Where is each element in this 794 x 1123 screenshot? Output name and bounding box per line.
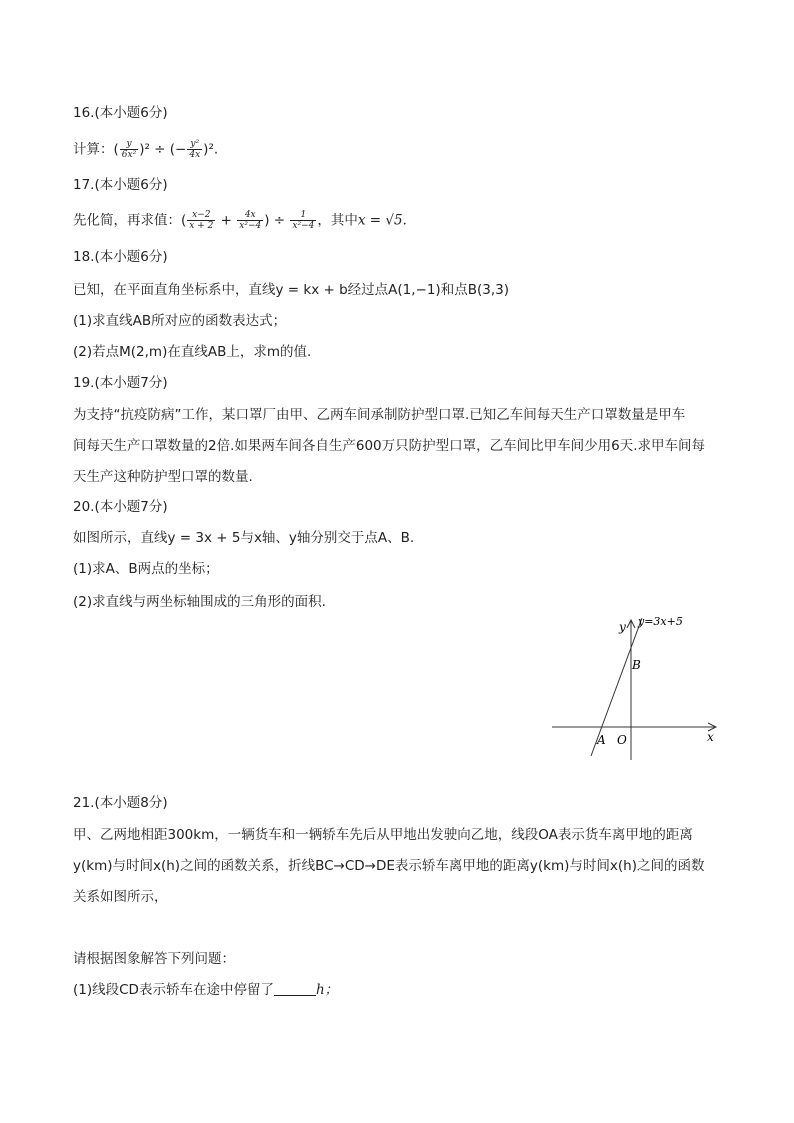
q16-prefix: 计算：( bbox=[73, 141, 119, 158]
q16-f2-numerator: y² bbox=[187, 139, 202, 150]
q17-fraction-2 bbox=[237, 210, 263, 231]
q16-f1-numerator: y bbox=[120, 139, 138, 150]
origin-label: O bbox=[617, 733, 627, 747]
point-b-label: B bbox=[632, 658, 641, 672]
q21-line-2: y(km)与时间x(h)之间的函数关系，折线BC→CD→DE表示轿车离甲地的距离y(km)与时间x(h)之间的函数 bbox=[73, 858, 705, 874]
q17-condition: x = √5. bbox=[357, 212, 407, 229]
q21-prompt: 请根据图象解答下列问题： bbox=[73, 951, 235, 967]
q16-mid: )² ÷ (− bbox=[139, 141, 187, 158]
q17-f1-numerator: x−2 bbox=[187, 210, 215, 221]
q21-heading: 21.(本小题8分) bbox=[73, 795, 168, 811]
q18-line-1: 已知，在平面直角坐标系中，直线y = kx + b经过点A(1,−1)和点B(3,3) bbox=[73, 282, 509, 298]
x-axis-label: x bbox=[707, 730, 714, 744]
y-axis-label: y bbox=[619, 620, 626, 634]
q17-suffix: ，其中 bbox=[317, 212, 358, 229]
q18-part-1: (1)求直线AB所对应的函数表达式； bbox=[73, 313, 287, 329]
q17-plus: + bbox=[220, 212, 232, 229]
q18-part-2: (2)若点M(2,m)在直线AB上，求m的值. bbox=[73, 344, 312, 360]
q16-f2-denominator: 4x bbox=[189, 150, 201, 160]
q17-fraction-1 bbox=[187, 210, 215, 231]
point-a-label: A bbox=[597, 733, 606, 747]
q17-f3-denominator: x²−4 bbox=[292, 221, 315, 231]
q20-coordinate-figure bbox=[540, 610, 730, 770]
q16-fraction-2 bbox=[187, 139, 202, 160]
q17-fraction-3 bbox=[290, 210, 316, 231]
q19-line-1: 为支持“抗疫防病”工作，某口罩厂由甲、乙两车间承制防护型口罩.已知乙车间每天生产口罩数量是甲车 bbox=[73, 407, 686, 423]
q17-f3-numerator: 1 bbox=[290, 210, 316, 221]
q17-expression bbox=[73, 210, 407, 231]
q21-line-3: 关系如图所示， bbox=[73, 889, 168, 905]
q20-part-2: (2)求直线与两坐标轴围成的三角形的面积. bbox=[73, 594, 326, 610]
q18-heading: 18.(本小题6分) bbox=[73, 249, 168, 265]
q17-f2-denominator: x²−4 bbox=[239, 221, 262, 231]
q16-end: )². bbox=[203, 141, 219, 158]
q16-f1-denominator: 6x² bbox=[121, 150, 137, 160]
q20-part-1: (1)求A、B两点的坐标； bbox=[73, 561, 219, 577]
q21-line-1: 甲、乙两地相距300km，一辆货车和一辆轿车先后从甲地出发驶向乙地，线段OA表示货车离甲地的距离 bbox=[73, 827, 693, 843]
q21-part-1-text: (1)线段CD表示轿车在途中停留了 bbox=[73, 982, 274, 998]
q17-heading: 17.(本小题6分) bbox=[73, 177, 168, 193]
q21-part-1-unit: h； bbox=[315, 982, 339, 998]
q19-line-3: 天生产这种防护型口罩的数量. bbox=[73, 469, 253, 485]
q16-heading: 16.(本小题6分) bbox=[73, 105, 168, 121]
q16-fraction-1 bbox=[120, 139, 138, 160]
q20-line-1: 如图所示，直线y = 3x + 5与x轴、y轴分别交于点A、B. bbox=[73, 530, 415, 546]
q19-heading: 19.(本小题7分) bbox=[73, 375, 168, 391]
q16-expression bbox=[73, 139, 218, 160]
answer-blank[interactable] bbox=[274, 983, 316, 996]
q17-f2-numerator: 4x bbox=[237, 210, 263, 221]
q17-div: ) ÷ bbox=[264, 212, 286, 229]
q17-f1-denominator: x + 2 bbox=[189, 221, 214, 231]
line-equation-label: y=3x+5 bbox=[638, 615, 683, 628]
q21-part-1 bbox=[73, 981, 338, 999]
q17-prefix: 先化简，再求值：( bbox=[73, 212, 187, 229]
q20-heading: 20.(本小题7分) bbox=[73, 499, 168, 515]
q19-line-2: 间每天生产口罩数量的2倍.如果两车间各自生产600万只防护型口罩，乙车间比甲车间少用6天.求甲车间每 bbox=[73, 438, 706, 454]
